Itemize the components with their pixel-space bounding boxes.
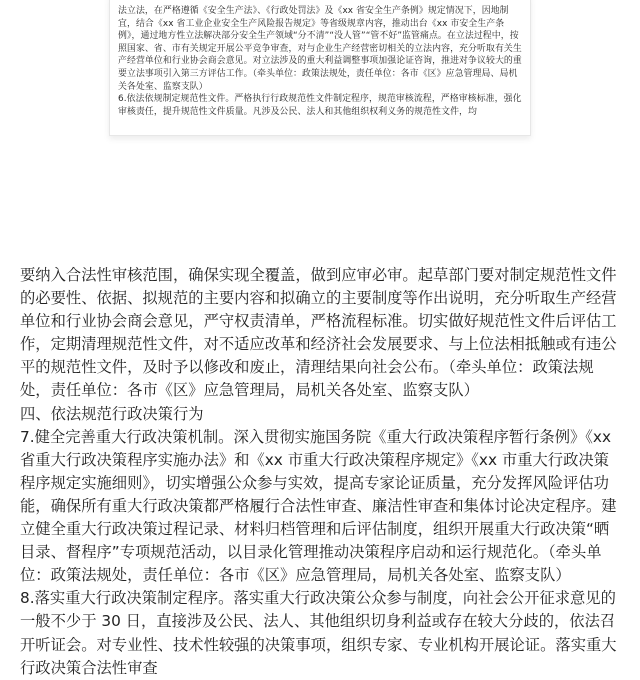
article-paragraph: 8.落实重大行政决策制定程序。落实重大行政决策公众参与制度，向社会公开征求意见的一般不少于 30 日，直接涉及公民、法人、其他组织切身利益或存在较大分歧的，依法召开听证会。对专业性、技术性较强的决策事项，组织专家、专业机构开展论证。落实重大行政决策合法性审查	[20, 589, 617, 677]
embedded-document-page	[109, 0, 531, 136]
section-heading: 四、依法规范行政决策行为	[20, 404, 204, 423]
embedded-paragraph: 6.依法依规制定规范性文件。严格执行行政规范性文件制定程序，规范审核流程，严格审核标准，强化审核责任，提升规范性文件质量。凡涉及公民、法人和其他组织权利义务的规范性文件，均	[118, 94, 522, 117]
embedded-paragraph: 法立法，在严格遵循《安全生产法》、《行政处罚法》及《xx 省安全生产条例》规定情况下，因地制宜，结合《xx 省工业企业安全生产风险报告规定》等省级规章内容，推动出台《xx 市安全生产条例》，通过地方性立法解决部分安全生产领域“分不清”“没人管”“管不好”监管痛点。在立法过程中，按照国家、省、市有关规定开展公平竞争审查，对与企业生产经营密切相关的立法内容，充分听取有关生产经营单位和行业协会商会意见。对立法涉及的重大利益调整事项加强论证咨询，推进对争议较大的重要立法事项引入第三方评估工作。（牵头单位：政策法规处，责任单位：各市《区》应急管理局、局机关各处室、监察支队）	[118, 6, 522, 92]
article-paragraph: 要纳入合法性审核范围，确保实现全覆盖，做到应审必审。起草部门要对制定规范性文件的必要性、依据、拟规范的主要内容和拟确立的主要制度等作出说明，充分听取生产经营单位和行业协会商会意见，严守权责清单，严格流程标准。切实做好规范性文件后评估工作，定期清理规范性文件，对不适应改革和经济社会发展要求、与上位法相抵触或有违公平的规范性文件，及时予以修改和废止，清理结果向社会公布。（牵头单位：政策法规处，责任单位：各市《区》应急管理局，局机关各处室、监察支队）	[20, 266, 617, 400]
embedded-document-text	[118, 5, 522, 118]
article-body	[20, 264, 623, 680]
article-paragraph: 7.健全完善重大行政决策机制。深入贯彻实施国务院《重大行政决策程序暂行条例》《xx 省重大行政决策程序实施办法》和《xx 市重大行政决策程序规定》《xx 市重大行政决策程序规定实施细则》，切实增强公众参与实效，提高专家论证质量，充分发挥风险评估功能，确保所有重大行政决策都严格履行合法性审查、廉洁性审查和集体讨论决定程序。建立健全重大行政决策过程记录、材料归档管理和后评估制度，组织开展重大行政决策“晒目录、督程序”专项规范活动，以目录化管理推动决策程序启动和运行规范化。（牵头单位：政策法规处，责任单位：各市《区》应急管理局，局机关各处室、监察支队）	[20, 427, 617, 585]
